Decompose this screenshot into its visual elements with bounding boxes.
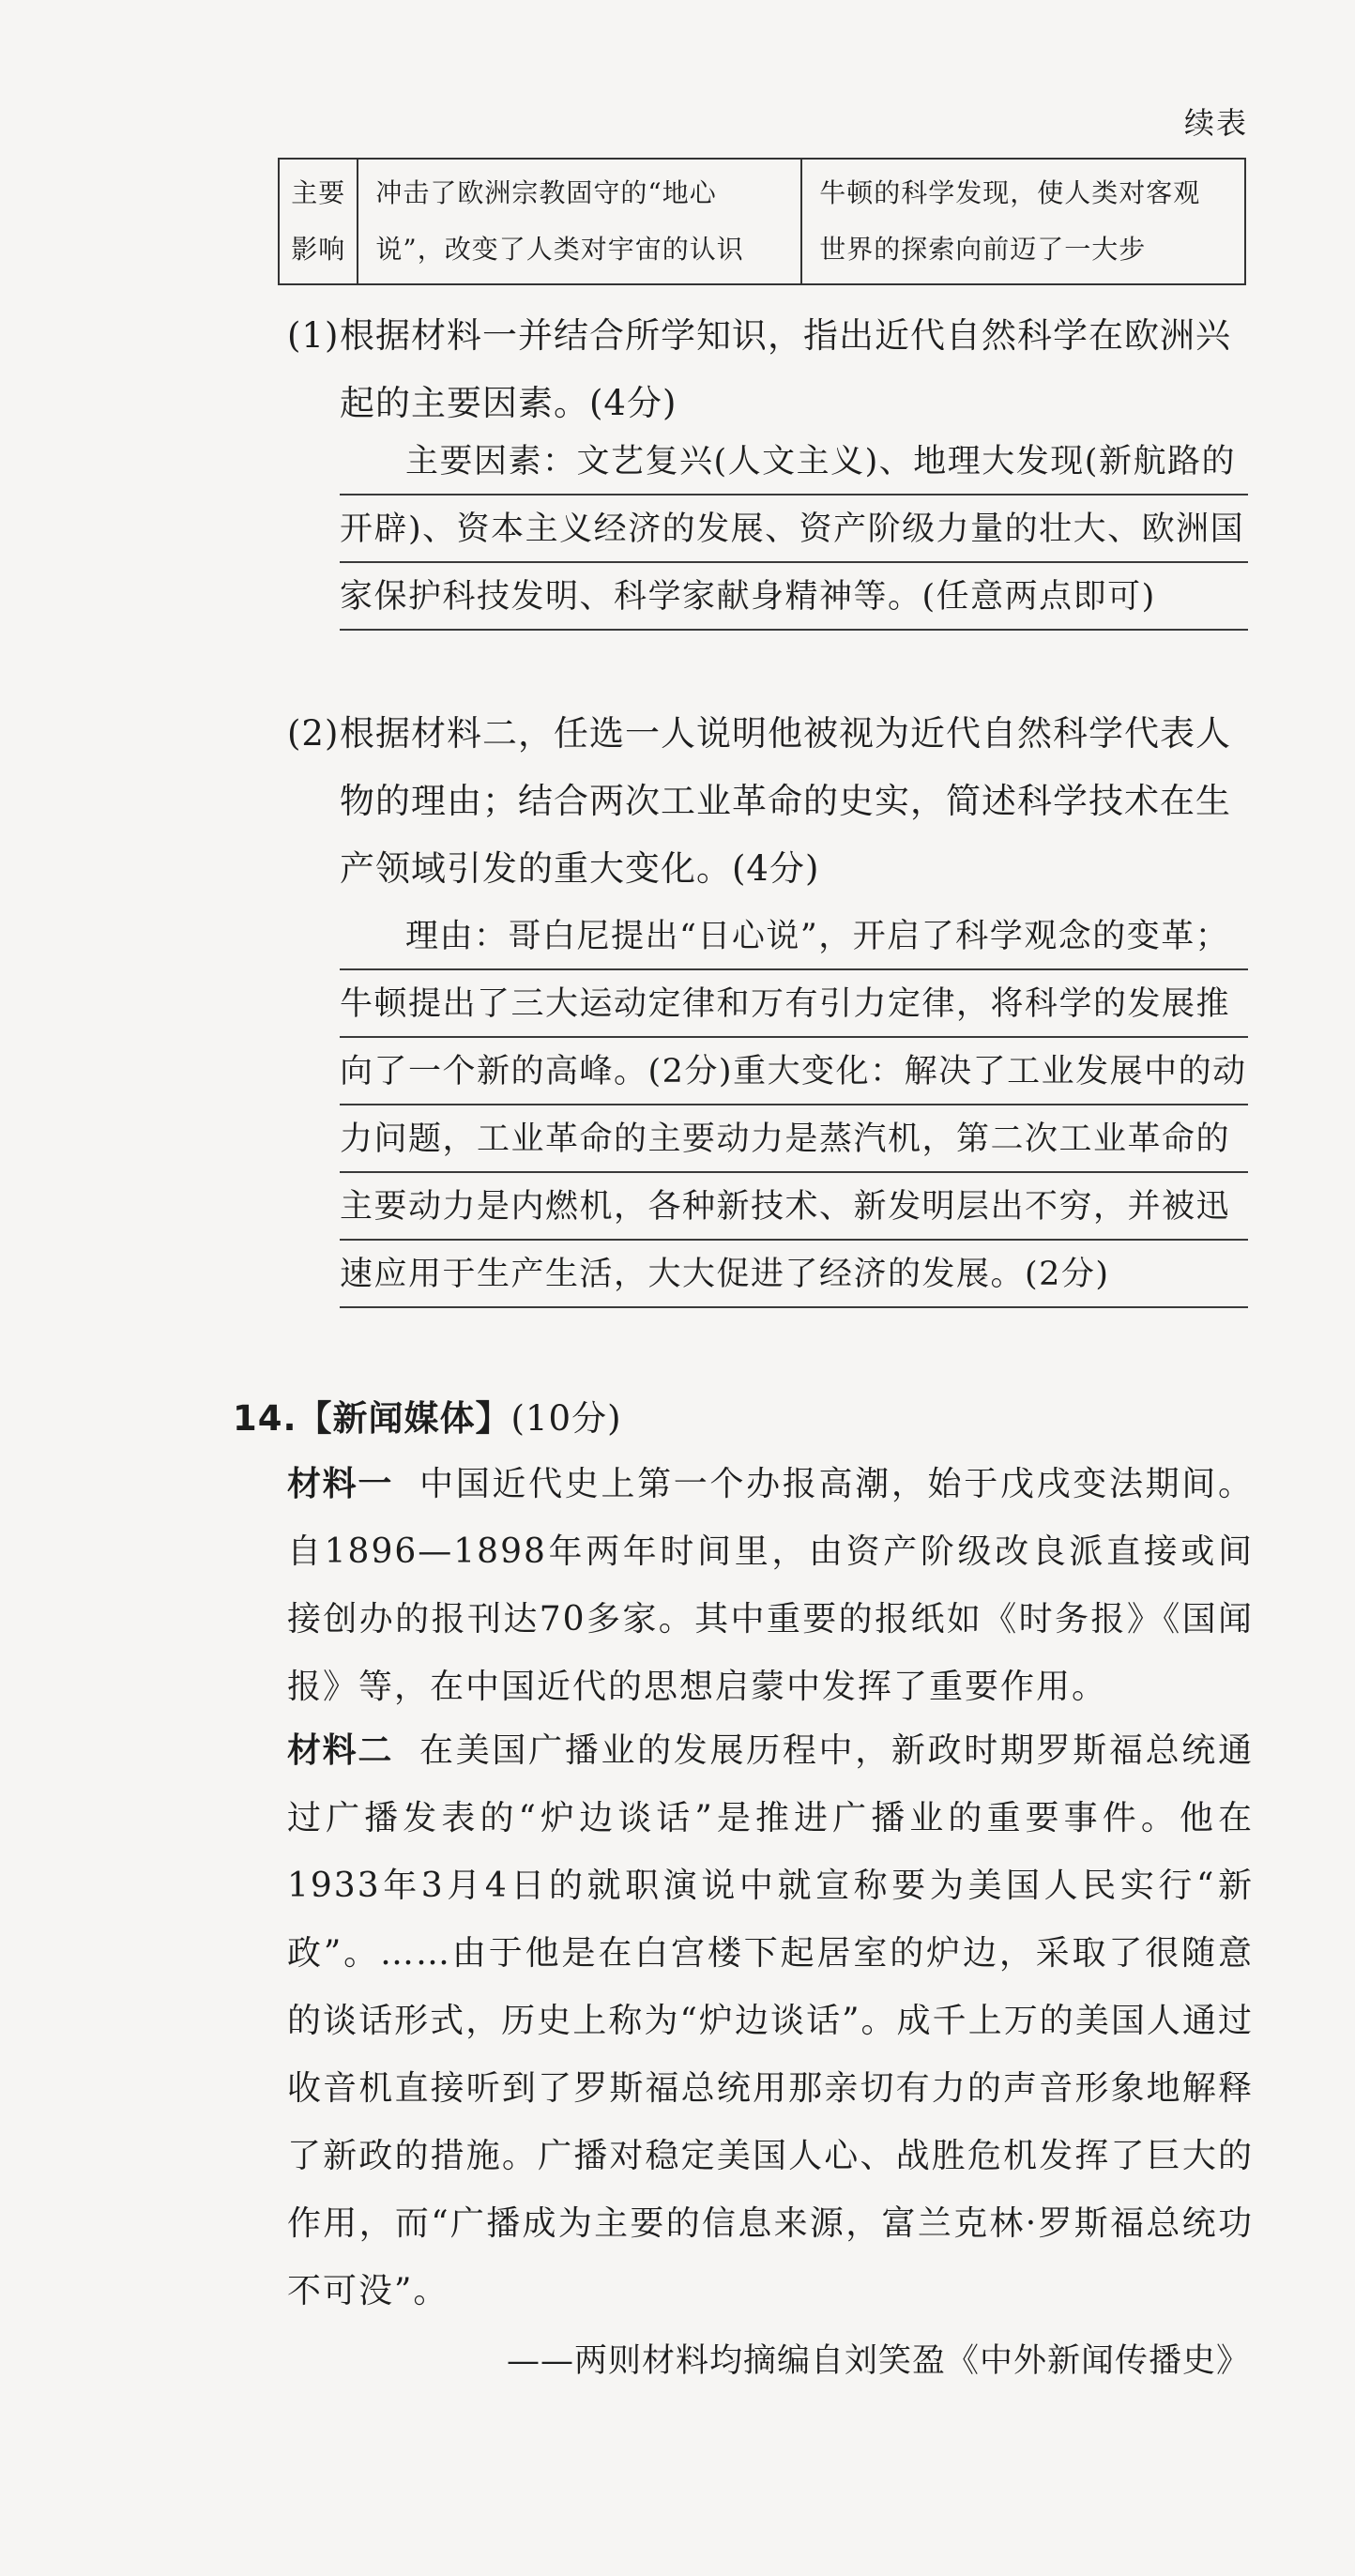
material-1-title: 材料一	[287, 1465, 394, 1503]
material-1	[287, 1451, 1254, 1721]
question-14-score: (10分)	[510, 1398, 622, 1439]
continued-table	[278, 158, 1246, 285]
row-header-main-impact: 主要影响	[279, 159, 358, 284]
question-14-topic: 【新闻媒体】	[297, 1398, 511, 1439]
question-1	[287, 302, 1254, 437]
material-source: ——两则材料均摘编自刘笑盈《中外新闻传播史》	[506, 2342, 1250, 2380]
question-14-header	[233, 1385, 622, 1453]
material-2-text: 在美国广播业的发展历程中，新政时期罗斯福总统通过广播发表的“炉边谈话”是推进广播业的重要事件。他在1933年3月4日的就职演说中就宣称要为美国人民实行“新政”。……由于他是在白宫楼下起居室的炉边，采取了很随意的谈话形式，历史上称为“炉边谈话”。成千上万的美国人通过收音机直接听到了罗斯福总统用那亲切有力的声音形象地解释了新政的措施。广播对稳定美国人心、战胜危机发挥了巨大的作用，而“广播成为主要的信息来源，富兰克林·罗斯福总统功不可没”。	[287, 1731, 1254, 2310]
continued-table-label: 续表	[1184, 105, 1249, 141]
material-2-title: 材料二	[287, 1731, 394, 1770]
table-row	[279, 159, 1245, 284]
material-2	[287, 1717, 1254, 2325]
question-14-number: 14.	[233, 1398, 297, 1439]
question-2-number: (2)	[287, 713, 340, 754]
question-1-text: 根据材料一并结合所学知识，指出近代自然科学在欧洲兴起的主要因素。(4分)	[340, 315, 1231, 423]
question-2-text: 根据材料二，任选一人说明他被视为近代自然科学代表人物的理由；结合两次工业革命的史实，简述科学技术在生产领域引发的重大变化。(4分)	[340, 713, 1231, 889]
question-2	[287, 700, 1254, 903]
answer-2: 理由：哥白尼提出“日心说”，开启了科学观念的变革；牛顿提出了三大运动定律和万有引力定律，将科学的发展推向了一个新的高峰。(2分)重大变化：解决了工业发展中的动力问题，工业革命的主要动力是蒸汽机，第二次工业革命的主要动力是内燃机，各种新技术、新发明层出不穷，并被迅速应用于生产生活，大大促进了经济的发展。(2分)	[340, 903, 1248, 1308]
answer-1: 主要因素：文艺复兴(人文主义)、地理大发现(新航路的开辟)、资本主义经济的发展、资产阶级力量的壮大、欧洲国家保护科技发明、科学家献身精神等。(任意两点即可)	[340, 428, 1248, 631]
table-cell-copernicus-impact: 冲击了欧洲宗教固守的“地心说”，改变了人类对宇宙的认识	[358, 159, 801, 284]
material-1-text: 中国近代史上第一个办报高潮，始于戊戌变法期间。自1896—1898年两年时间里，由资产阶级改良派直接或间接创办的报刊达70多家。其中重要的报纸如《时务报》《国闻报》等，在中国近代的思想启蒙中发挥了重要作用。	[287, 1465, 1254, 1706]
question-1-number: (1)	[287, 315, 340, 356]
table-cell-newton-impact: 牛顿的科学发现，使人类对客观世界的探索向前迈了一大步	[801, 159, 1245, 284]
